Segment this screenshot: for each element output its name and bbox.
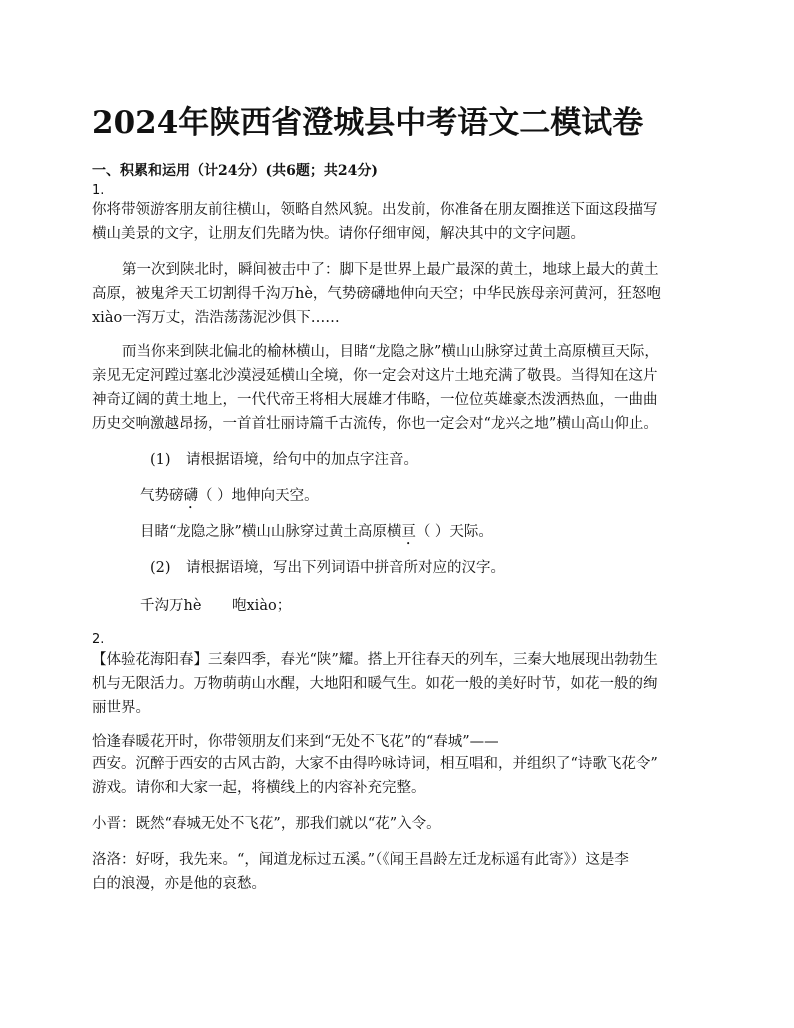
question-number: 1. (92, 183, 105, 198)
q1-passage-1-line-2: 高原，被鬼斧天工切割得千沟万hè，气势磅礴地伸向天空；中华民族母亲河黄河，狂怒咆 (92, 286, 661, 302)
dotted-char: 礴 (183, 488, 198, 504)
sub-question-text: 请根据语境，写出下列词语中拼音所对应的汉字。 (186, 560, 505, 576)
q2-context-line-1: 恰逢春暖花开时，你带领朋友们来到“无处不飞花”的“春城”—— (92, 734, 499, 750)
sub-question-label: (1) (150, 452, 171, 468)
q1-passage-2-line-1: 而当你来到陕北偏北的榆林横山，目睹“龙隐之脉”横山山脉穿过黄土高原横亘天际， (122, 344, 659, 360)
hanzi-item-1: 千沟万hè (140, 598, 202, 614)
q1-passage-1-line-1: 第一次到陕北时，瞬间被击中了：脚下是世界上最广最深的黄土，地球上最大的黄土 (122, 262, 659, 278)
q2-intro-line-2: 机与无限活力。万物萌萌山水醒，大地阳和暖气生。如花一般的美好时节，如花一般的绚 (92, 676, 658, 692)
pinyin-item-2 (140, 520, 493, 548)
q2-intro-line-1: 【体验花海阳春】三秦四季，春光“陕”耀。搭上开往春天的列车，三秦大地展现出勃勃生 (92, 652, 658, 668)
q2-intro-line-3: 丽世界。 (92, 700, 150, 716)
dialogue-line-xiaojin: 小晋：既然“春城无处不飞花”，那我们就以“花”入令。 (92, 816, 441, 832)
dialogue-line-luoluo-1: 洛洛：好呀，我先来。“，闻道龙标过五溪。”（《闻王昌龄左迁龙标遥有此寄》）这是李 (92, 852, 629, 868)
section-heading: 一、积累和运用（计24分）(共6题；共24分) (92, 163, 378, 179)
dialogue-line-luoluo-2: 白的浪漫，亦是他的哀愁。 (92, 876, 266, 892)
dotted-char: 亘 (401, 524, 416, 540)
q2-context-line-3: 游戏。请你和大家一起，将横线上的内容补充完整。 (92, 780, 426, 796)
q1-passage-2-line-4: 历史交响激越昂扬，一首首壮丽诗篇千古流传，你也一定会对“龙兴之地”横山高山仰止。 (92, 416, 658, 432)
page-title: 2024年陕西省澄城县中考语文二模试卷 (92, 105, 644, 141)
q2-context-line-2: 西安。沉醉于西安的古风古韵，大家不由得吟咏诗词，相互唱和，并组织了“诗歌飞花令” (92, 756, 658, 772)
q1-intro-line-2: 横山美景的文字，让朋友们先睹为快。请你仔细审阅，解决其中的文字问题。 (92, 226, 585, 242)
pinyin-item-1 (140, 484, 319, 512)
question-number: 2. (92, 632, 105, 647)
q1-intro-line-1: 你将带领游客朋友前往横山，领略自然风貌。出发前，你准备在朋友圈推送下面这段描写 (92, 202, 658, 218)
answer-blank[interactable]: （ ）地伸向天空。 (198, 488, 319, 504)
sub-question-text: 请根据语境，给句中的加点字注音。 (186, 452, 418, 468)
answer-blank[interactable]: （ ）天际。 (415, 524, 493, 540)
q1-passage-2-line-2: 亲见无定河蹚过塞北沙漠浸延横山全境，你一定会对这片土地充满了敬畏。当得知在这片 (92, 368, 658, 384)
item-text: 气势磅 (140, 488, 184, 504)
q1-passage-1-line-3: xiào一泻万丈，浩浩荡荡泥沙俱下…… (92, 310, 340, 326)
hanzi-item-2: 咆xiào； (232, 598, 292, 614)
item-text: 目睹“龙隐之脉”横山山脉穿过黄土高原横 (140, 524, 402, 540)
q1-passage-2-line-3: 神奇辽阔的黄土地上，一代代帝王将相大展雄才伟略，一位位英雄豪杰泼洒热血，一曲曲 (92, 392, 658, 408)
sub-question-label: (2) (150, 560, 171, 576)
